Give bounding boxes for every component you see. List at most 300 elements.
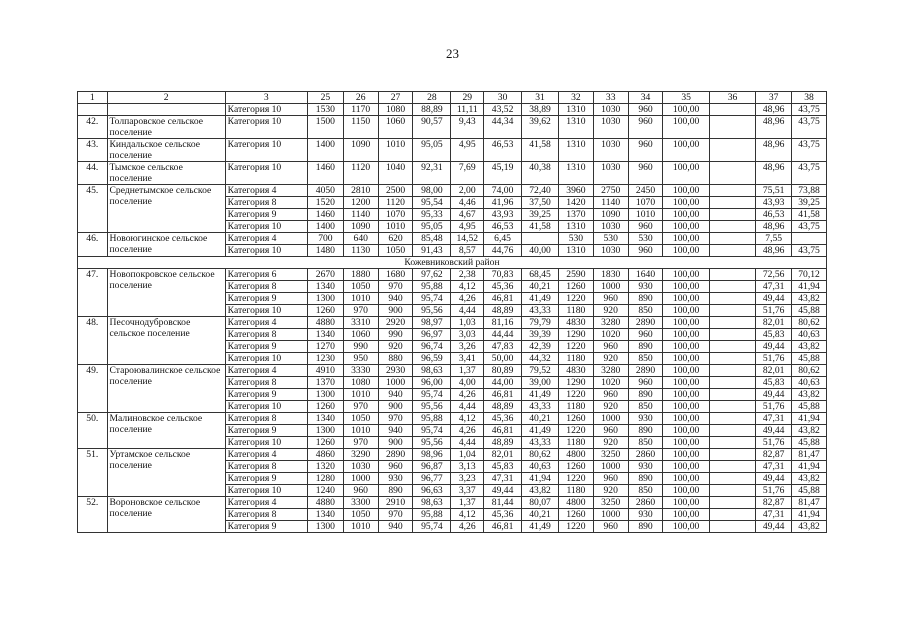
value-cell: 4880 xyxy=(307,497,343,509)
category-cell: Категория 9 xyxy=(225,209,307,221)
value-cell: 3250 xyxy=(593,497,628,509)
value-cell: 96,59 xyxy=(413,353,451,365)
value-cell xyxy=(709,317,755,329)
value-cell: 1080 xyxy=(343,377,378,389)
value-cell: 960 xyxy=(628,377,663,389)
value-cell: 1030 xyxy=(593,245,628,257)
value-cell: 40,21 xyxy=(522,509,559,521)
table-row xyxy=(78,365,827,377)
value-cell xyxy=(792,233,827,245)
value-cell: 1130 xyxy=(343,245,378,257)
value-cell: 72,56 xyxy=(756,269,792,281)
row-number: 44. xyxy=(78,162,108,185)
value-cell: 79,52 xyxy=(522,365,559,377)
value-cell: 1170 xyxy=(343,104,378,116)
value-cell: 9,43 xyxy=(451,116,484,139)
value-cell: 1300 xyxy=(307,521,343,533)
value-cell: 930 xyxy=(628,509,663,521)
settlement-name: Староювалинское сельское поселение xyxy=(107,365,225,413)
value-cell: 1010 xyxy=(628,209,663,221)
value-cell: 960 xyxy=(593,341,628,353)
value-cell: 1260 xyxy=(307,305,343,317)
value-cell: 1260 xyxy=(307,437,343,449)
category-cell: Категория 10 xyxy=(225,139,307,162)
category-cell: Категория 10 xyxy=(225,104,307,116)
value-cell: 41,94 xyxy=(792,509,827,521)
value-cell: 96,00 xyxy=(413,377,451,389)
value-cell xyxy=(709,473,755,485)
value-cell: 43,33 xyxy=(522,305,559,317)
value-cell: 850 xyxy=(628,305,663,317)
value-cell: 960 xyxy=(378,461,413,473)
value-cell: 620 xyxy=(378,233,413,245)
value-cell: 11,11 xyxy=(451,104,484,116)
value-cell: 74,00 xyxy=(484,185,522,197)
value-cell: 1310 xyxy=(558,245,593,257)
value-cell: 1,03 xyxy=(451,317,484,329)
row-number: 46. xyxy=(78,233,108,257)
value-cell: 41,94 xyxy=(792,281,827,293)
value-cell: 4,12 xyxy=(451,413,484,425)
value-cell: 100,00 xyxy=(663,281,709,293)
value-cell: 3,37 xyxy=(451,485,484,497)
value-cell: 41,49 xyxy=(522,425,559,437)
value-cell: 48,96 xyxy=(756,221,792,233)
value-cell: 44,34 xyxy=(484,116,522,139)
value-cell: 49,44 xyxy=(756,521,792,533)
value-cell: 48,89 xyxy=(484,305,522,317)
category-cell: Категория 10 xyxy=(225,162,307,185)
value-cell: 75,51 xyxy=(756,185,792,197)
header-cell: 2 xyxy=(107,92,225,104)
value-cell: 1050 xyxy=(343,281,378,293)
value-cell: 1260 xyxy=(558,509,593,521)
value-cell: 49,44 xyxy=(756,341,792,353)
value-cell: 960 xyxy=(343,485,378,497)
value-cell: 1220 xyxy=(558,389,593,401)
value-cell: 46,53 xyxy=(756,209,792,221)
value-cell: 49,44 xyxy=(756,389,792,401)
value-cell: 1030 xyxy=(593,162,628,185)
value-cell: 970 xyxy=(378,509,413,521)
value-cell: 1400 xyxy=(307,139,343,162)
value-cell xyxy=(709,425,755,437)
category-cell: Категория 4 xyxy=(225,233,307,245)
value-cell xyxy=(709,139,755,162)
value-cell: 1180 xyxy=(558,485,593,497)
value-cell: 1500 xyxy=(307,116,343,139)
value-cell: 900 xyxy=(378,401,413,413)
category-cell: Категория 9 xyxy=(225,341,307,353)
value-cell: 3250 xyxy=(593,449,628,461)
value-cell: 96,87 xyxy=(413,461,451,473)
value-cell: 100,00 xyxy=(663,104,709,116)
value-cell: 45,88 xyxy=(792,401,827,413)
value-cell: 95,56 xyxy=(413,401,451,413)
district-row xyxy=(78,257,827,269)
value-cell: 1,37 xyxy=(451,497,484,509)
value-cell: 1220 xyxy=(558,521,593,533)
value-cell: 82,87 xyxy=(756,497,792,509)
row-number: 45. xyxy=(78,185,108,233)
value-cell: 48,89 xyxy=(484,401,522,413)
value-cell: 1020 xyxy=(593,329,628,341)
value-cell: 890 xyxy=(378,485,413,497)
value-cell: 100,00 xyxy=(663,377,709,389)
value-cell: 95,33 xyxy=(413,209,451,221)
value-cell: 1000 xyxy=(378,377,413,389)
value-cell: 43,82 xyxy=(792,341,827,353)
category-cell: Категория 4 xyxy=(225,317,307,329)
value-cell: 100,00 xyxy=(663,521,709,533)
value-cell xyxy=(522,233,559,245)
value-cell: 38,89 xyxy=(522,104,559,116)
value-cell: 96,63 xyxy=(413,485,451,497)
value-cell: 960 xyxy=(593,425,628,437)
value-cell: 1000 xyxy=(593,281,628,293)
value-cell: 1070 xyxy=(378,209,413,221)
settlement-name xyxy=(107,104,225,116)
value-cell: 46,81 xyxy=(484,425,522,437)
value-cell: 1010 xyxy=(378,139,413,162)
value-cell xyxy=(709,197,755,209)
value-cell: 1030 xyxy=(593,139,628,162)
value-cell: 880 xyxy=(378,353,413,365)
value-cell: 1,04 xyxy=(451,449,484,461)
value-cell: 100,00 xyxy=(663,305,709,317)
value-cell xyxy=(709,461,755,473)
value-cell: 940 xyxy=(378,425,413,437)
table-row xyxy=(78,104,827,116)
tariff-table xyxy=(77,91,827,533)
settlement-name: Вороновское сельское поселение xyxy=(107,497,225,533)
value-cell: 1220 xyxy=(558,425,593,437)
category-cell: Категория 9 xyxy=(225,473,307,485)
header-cell: 27 xyxy=(378,92,413,104)
value-cell: 970 xyxy=(378,413,413,425)
value-cell: 960 xyxy=(628,329,663,341)
category-cell: Категория 10 xyxy=(225,221,307,233)
value-cell: 1010 xyxy=(343,425,378,437)
category-cell: Категория 8 xyxy=(225,377,307,389)
value-cell: 1200 xyxy=(343,197,378,209)
value-cell: 3,41 xyxy=(451,353,484,365)
value-cell: 1090 xyxy=(343,139,378,162)
table-row xyxy=(78,269,827,281)
value-cell xyxy=(709,329,755,341)
value-cell: 2910 xyxy=(378,497,413,509)
value-cell: 1240 xyxy=(307,485,343,497)
value-cell xyxy=(709,185,755,197)
value-cell: 80,89 xyxy=(484,365,522,377)
value-cell: 920 xyxy=(593,305,628,317)
value-cell: 1260 xyxy=(558,413,593,425)
value-cell: 100,00 xyxy=(663,197,709,209)
category-cell: Категория 8 xyxy=(225,413,307,425)
value-cell: 1180 xyxy=(558,353,593,365)
value-cell: 4,95 xyxy=(451,221,484,233)
value-cell: 48,89 xyxy=(484,437,522,449)
value-cell: 6,45 xyxy=(484,233,522,245)
value-cell: 100,00 xyxy=(663,269,709,281)
value-cell: 950 xyxy=(343,353,378,365)
value-cell: 90,57 xyxy=(413,116,451,139)
value-cell: 1140 xyxy=(593,197,628,209)
value-cell: 7,69 xyxy=(451,162,484,185)
value-cell: 1290 xyxy=(558,377,593,389)
value-cell: 530 xyxy=(558,233,593,245)
value-cell: 4,26 xyxy=(451,293,484,305)
value-cell: 1040 xyxy=(378,162,413,185)
value-cell: 95,56 xyxy=(413,437,451,449)
value-cell xyxy=(709,209,755,221)
value-cell: 3310 xyxy=(343,317,378,329)
value-cell: 80,62 xyxy=(792,317,827,329)
value-cell: 47,83 xyxy=(484,341,522,353)
header-cell: 37 xyxy=(756,92,792,104)
value-cell: 100,00 xyxy=(663,329,709,341)
value-cell: 1050 xyxy=(343,509,378,521)
value-cell: 14,52 xyxy=(451,233,484,245)
value-cell: 100,00 xyxy=(663,473,709,485)
value-cell: 91,43 xyxy=(413,245,451,257)
value-cell: 95,54 xyxy=(413,197,451,209)
value-cell: 3280 xyxy=(593,317,628,329)
value-cell: 40,00 xyxy=(522,245,559,257)
value-cell: 4,26 xyxy=(451,425,484,437)
value-cell: 95,05 xyxy=(413,221,451,233)
value-cell: 100,00 xyxy=(663,437,709,449)
category-cell: Категория 8 xyxy=(225,461,307,473)
value-cell: 100,00 xyxy=(663,209,709,221)
category-cell: Категория 6 xyxy=(225,269,307,281)
value-cell: 43,75 xyxy=(792,104,827,116)
value-cell: 2810 xyxy=(343,185,378,197)
value-cell: 43,75 xyxy=(792,162,827,185)
value-cell: 41,94 xyxy=(792,461,827,473)
value-cell: 45,36 xyxy=(484,509,522,521)
value-cell: 1260 xyxy=(558,461,593,473)
value-cell: 4,44 xyxy=(451,401,484,413)
value-cell: 49,44 xyxy=(756,293,792,305)
header-row xyxy=(78,92,827,104)
value-cell: 2670 xyxy=(307,269,343,281)
value-cell: 45,88 xyxy=(792,353,827,365)
category-cell: Категория 9 xyxy=(225,293,307,305)
value-cell: 4,00 xyxy=(451,377,484,389)
value-cell: 43,82 xyxy=(792,389,827,401)
value-cell: 95,56 xyxy=(413,305,451,317)
category-cell: Категория 8 xyxy=(225,509,307,521)
value-cell: 44,32 xyxy=(522,353,559,365)
value-cell: 41,58 xyxy=(522,221,559,233)
value-cell: 100,00 xyxy=(663,401,709,413)
value-cell: 43,82 xyxy=(792,293,827,305)
value-cell: 100,00 xyxy=(663,449,709,461)
value-cell xyxy=(709,353,755,365)
value-cell: 1220 xyxy=(558,473,593,485)
value-cell: 46,81 xyxy=(484,521,522,533)
settlement-name: Новопокровское сельское поселение xyxy=(107,269,225,317)
row-number: 42. xyxy=(78,116,108,139)
header-cell: 29 xyxy=(451,92,484,104)
value-cell: 43,82 xyxy=(792,425,827,437)
value-cell: 43,82 xyxy=(792,521,827,533)
value-cell: 930 xyxy=(378,473,413,485)
value-cell: 4800 xyxy=(558,449,593,461)
value-cell: 930 xyxy=(628,413,663,425)
value-cell: 37,50 xyxy=(522,197,559,209)
value-cell xyxy=(709,401,755,413)
value-cell: 530 xyxy=(593,233,628,245)
value-cell: 1460 xyxy=(307,209,343,221)
value-cell: 41,49 xyxy=(522,521,559,533)
value-cell: 100,00 xyxy=(663,221,709,233)
value-cell xyxy=(709,116,755,139)
value-cell: 3,13 xyxy=(451,461,484,473)
value-cell: 3960 xyxy=(558,185,593,197)
row-number: 48. xyxy=(78,317,108,365)
district-name: Кожевниковский район xyxy=(78,257,827,269)
category-cell: Категория 4 xyxy=(225,497,307,509)
value-cell: 1230 xyxy=(307,353,343,365)
value-cell: 43,52 xyxy=(484,104,522,116)
value-cell: 1060 xyxy=(343,329,378,341)
value-cell: 1880 xyxy=(343,269,378,281)
value-cell: 98,96 xyxy=(413,449,451,461)
category-cell: Категория 9 xyxy=(225,425,307,437)
value-cell: 1000 xyxy=(593,509,628,521)
value-cell: 43,93 xyxy=(756,197,792,209)
value-cell: 2500 xyxy=(378,185,413,197)
value-cell xyxy=(709,245,755,257)
value-cell: 960 xyxy=(593,473,628,485)
value-cell: 900 xyxy=(378,305,413,317)
value-cell: 4,95 xyxy=(451,139,484,162)
value-cell xyxy=(709,521,755,533)
value-cell: 1030 xyxy=(593,116,628,139)
value-cell: 890 xyxy=(628,389,663,401)
value-cell: 1180 xyxy=(558,401,593,413)
value-cell: 850 xyxy=(628,437,663,449)
value-cell: 95,74 xyxy=(413,521,451,533)
value-cell: 1220 xyxy=(558,341,593,353)
value-cell: 44,00 xyxy=(484,377,522,389)
value-cell: 1310 xyxy=(558,139,593,162)
value-cell: 1050 xyxy=(343,413,378,425)
value-cell: 4,44 xyxy=(451,437,484,449)
value-cell xyxy=(709,233,755,245)
value-cell xyxy=(709,497,755,509)
value-cell: 2860 xyxy=(628,449,663,461)
value-cell: 100,00 xyxy=(663,245,709,257)
value-cell: 51,76 xyxy=(756,437,792,449)
value-cell: 95,88 xyxy=(413,281,451,293)
header-cell: 38 xyxy=(792,92,827,104)
value-cell: 43,75 xyxy=(792,116,827,139)
value-cell: 1,37 xyxy=(451,365,484,377)
value-cell: 1310 xyxy=(558,116,593,139)
settlement-name: Уртамское сельское поселение xyxy=(107,449,225,497)
value-cell: 45,88 xyxy=(792,485,827,497)
value-cell: 82,01 xyxy=(756,317,792,329)
category-cell: Категория 9 xyxy=(225,521,307,533)
value-cell: 41,96 xyxy=(484,197,522,209)
value-cell: 72,40 xyxy=(522,185,559,197)
value-cell: 40,38 xyxy=(522,162,559,185)
value-cell: 960 xyxy=(593,389,628,401)
value-cell: 3,23 xyxy=(451,473,484,485)
value-cell: 1180 xyxy=(558,305,593,317)
value-cell: 49,44 xyxy=(484,485,522,497)
value-cell: 920 xyxy=(593,353,628,365)
value-cell: 49,44 xyxy=(756,425,792,437)
value-cell: 1300 xyxy=(307,389,343,401)
value-cell: 930 xyxy=(628,461,663,473)
value-cell: 40,63 xyxy=(792,377,827,389)
value-cell: 1000 xyxy=(593,461,628,473)
header-cell: 26 xyxy=(343,92,378,104)
value-cell: 98,63 xyxy=(413,365,451,377)
value-cell: 890 xyxy=(628,293,663,305)
page-number: 23 xyxy=(446,46,459,61)
value-cell: 1310 xyxy=(558,104,593,116)
value-cell xyxy=(709,485,755,497)
value-cell: 100,00 xyxy=(663,293,709,305)
value-cell: 1030 xyxy=(593,104,628,116)
value-cell: 960 xyxy=(628,221,663,233)
value-cell: 3300 xyxy=(343,497,378,509)
value-cell: 82,01 xyxy=(756,365,792,377)
value-cell: 1000 xyxy=(343,473,378,485)
row-number: 50. xyxy=(78,413,108,449)
value-cell: 95,74 xyxy=(413,425,451,437)
value-cell: 51,76 xyxy=(756,485,792,497)
value-cell: 1340 xyxy=(307,413,343,425)
value-cell: 1640 xyxy=(628,269,663,281)
value-cell: 4800 xyxy=(558,497,593,509)
row-number xyxy=(78,104,108,116)
settlement-name: Песочнодубровское сельское поселение xyxy=(107,317,225,365)
value-cell: 850 xyxy=(628,485,663,497)
value-cell: 95,88 xyxy=(413,509,451,521)
value-cell: 940 xyxy=(378,521,413,533)
value-cell: 44,76 xyxy=(484,245,522,257)
value-cell: 45,36 xyxy=(484,413,522,425)
value-cell: 1080 xyxy=(378,104,413,116)
value-cell: 900 xyxy=(378,437,413,449)
value-cell: 1370 xyxy=(307,377,343,389)
category-cell: Категория 8 xyxy=(225,329,307,341)
value-cell: 2890 xyxy=(378,449,413,461)
value-cell: 890 xyxy=(628,341,663,353)
value-cell: 1320 xyxy=(307,461,343,473)
category-cell: Категория 10 xyxy=(225,485,307,497)
value-cell: 4,67 xyxy=(451,209,484,221)
value-cell: 41,94 xyxy=(792,413,827,425)
value-cell: 2,00 xyxy=(451,185,484,197)
value-cell: 1480 xyxy=(307,245,343,257)
value-cell: 1010 xyxy=(343,293,378,305)
value-cell: 47,31 xyxy=(756,509,792,521)
table-row xyxy=(78,185,827,197)
value-cell: 39,00 xyxy=(522,377,559,389)
value-cell: 1030 xyxy=(343,461,378,473)
value-cell: 1270 xyxy=(307,341,343,353)
value-cell: 43,75 xyxy=(792,221,827,233)
value-cell: 100,00 xyxy=(663,509,709,521)
value-cell: 2450 xyxy=(628,185,663,197)
